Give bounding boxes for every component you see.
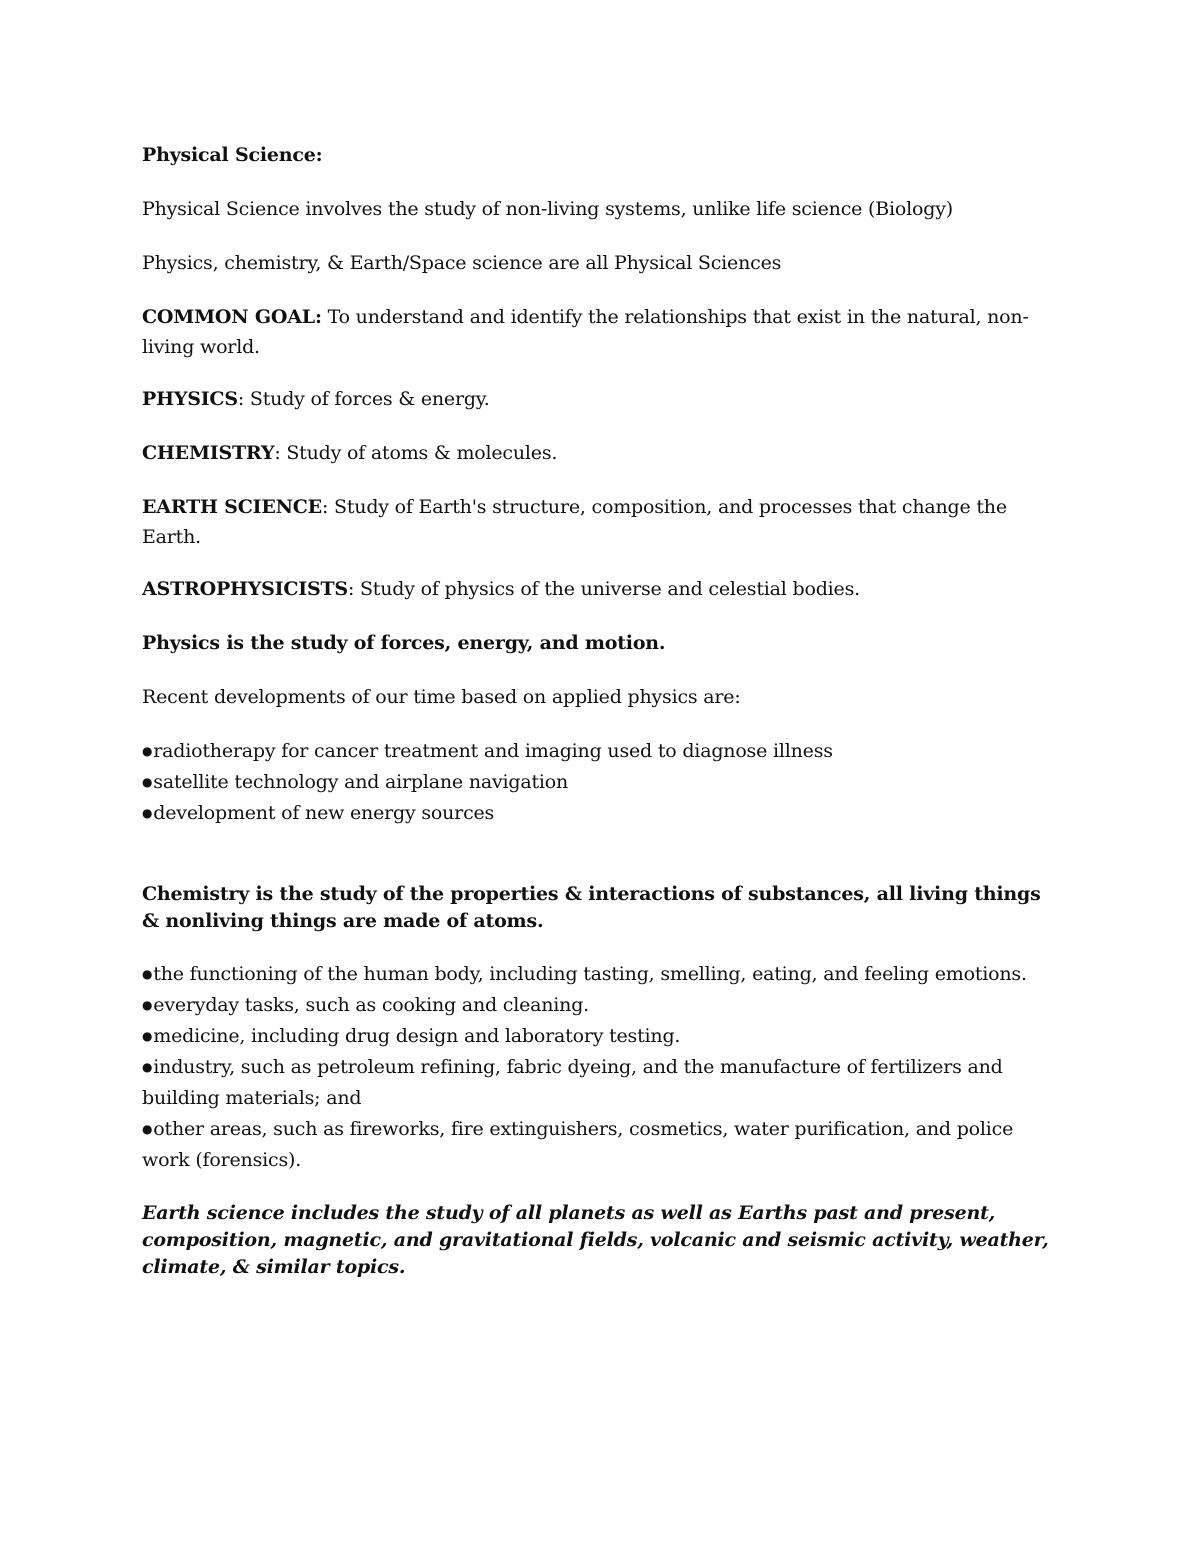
definition-term: PHYSICS [142, 388, 238, 410]
list-item-text: other areas, such as fireworks, fire extinguishers, cosmetics, water purification, and police work (forensics). [142, 1118, 1014, 1171]
physics-intro: Recent developments of our time based on applied physics are: [142, 686, 741, 708]
sciences-paragraph: Physics, chemistry, & Earth/Space science are all Physical Sciences [142, 252, 782, 274]
common-goal-label: COMMON GOAL: [142, 306, 322, 328]
bullet-icon: ● [142, 806, 153, 820]
list-item-text: the functioning of the human body, including tasting, smelling, eating, and feeling emotions. [153, 963, 1027, 985]
definition-text: : Study of physics of the universe and celestial bodies. [347, 578, 860, 600]
list-item-text: everyday tasks, such as cooking and cleaning. [153, 994, 590, 1016]
list-item [142, 990, 1062, 1021]
bullet-icon: ● [142, 1060, 153, 1074]
list-item-text: radiotherapy for cancer treatment and imaging used to diagnose illness [153, 740, 833, 762]
bullet-icon: ● [142, 998, 153, 1012]
document-title: Physical Science: [142, 144, 323, 166]
list-item [142, 1021, 1062, 1052]
list-item-text: medicine, including drug design and laboratory testing. [153, 1025, 681, 1047]
definition-term: EARTH SCIENCE [142, 496, 322, 518]
definition-chemistry [142, 438, 1062, 468]
section-spacer [142, 1176, 1062, 1200]
definition-physics [142, 384, 1062, 414]
earth-science-statement: Earth science includes the study of all planets as well as Earths past and present, composition, magnetic, and gravitational fields, volcanic and seismic activity, weather, climate, & similar topics. [142, 1202, 1049, 1278]
definition-term: CHEMISTRY [142, 442, 275, 464]
document-page [142, 140, 1062, 1305]
definition-astrophysicists [142, 574, 1062, 604]
list-item [142, 1052, 1062, 1114]
definition-earth-science [142, 492, 1062, 552]
list-item-text: industry, such as petroleum refining, fabric dyeing, and the manufacture of fertilizers and building materials; and [142, 1056, 1003, 1109]
common-goal-text: To understand and identify the relationships that exist in the natural, non-living world. [142, 306, 1029, 358]
common-goal-paragraph [142, 302, 1062, 362]
chemistry-bullet-list [142, 959, 1062, 1176]
list-item-text: development of new energy sources [153, 802, 495, 824]
list-item-text: satellite technology and airplane navigation [153, 771, 569, 793]
definition-text: : Study of Earth's structure, composition, and processes that change the Earth. [142, 496, 1007, 548]
list-item [142, 798, 1062, 829]
list-item [142, 1114, 1062, 1176]
bullet-icon: ● [142, 967, 153, 981]
chemistry-heading: Chemistry is the study of the properties & interactions of substances, all living things & nonliving things are made of atoms. [142, 883, 1041, 932]
bullet-icon: ● [142, 1122, 153, 1136]
list-item [142, 736, 1062, 767]
definition-term: ASTROPHYSICISTS [142, 578, 348, 600]
list-item [142, 959, 1062, 990]
definition-text: : Study of atoms & molecules. [274, 442, 558, 464]
bullet-icon: ● [142, 744, 153, 758]
bullet-icon: ● [142, 1029, 153, 1043]
bullet-icon: ● [142, 775, 153, 789]
intro-paragraph: Physical Science involves the study of non-living systems, unlike life science (Biology) [142, 198, 953, 220]
definition-text: : Study of forces & energy. [237, 388, 490, 410]
physics-bullet-list [142, 736, 1062, 829]
list-item [142, 767, 1062, 798]
physics-heading: Physics is the study of forces, energy, and motion. [142, 632, 666, 654]
section-spacer [142, 829, 1062, 881]
